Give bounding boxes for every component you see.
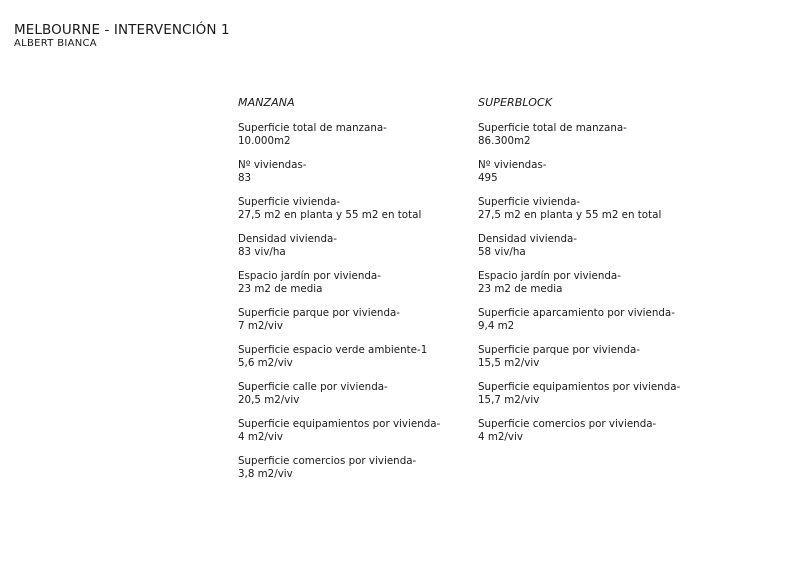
entry-value: 86.300m2 [478,135,531,147]
entry-label: Espacio jardín por vivienda- [478,270,621,282]
data-entry [238,344,468,370]
data-entry [478,233,708,259]
data-entry [478,418,708,444]
entry-value: 20,5 m2/viv [238,394,300,406]
entry-value: 58 viv/ha [478,246,526,258]
data-entry [478,122,708,148]
entry-label: Densidad vivienda- [478,233,578,245]
entry-value: 9,4 m2 [478,320,515,332]
entry-value: 4 m2/viv [478,431,523,443]
data-entry [478,270,708,296]
data-entry [238,270,468,296]
data-entry [238,455,468,481]
entry-label: Espacio jardín por vivienda- [238,270,381,282]
manzana-heading: MANZANA [238,96,295,109]
entry-label: Superficie total de manzana- [238,122,387,134]
entry-label: Superficie comercios por vivienda- [238,455,417,467]
entry-value: 7 m2/viv [238,320,283,332]
entry-label: Nº viviendas- [478,159,547,171]
document-title: MELBOURNE - INTERVENCIÓN 1 [14,22,230,38]
data-entry [478,159,708,185]
entry-label: Superficie equipamientos por vivienda- [238,418,441,430]
superblock-heading: SUPERBLOCK [478,96,553,109]
document-author: ALBERT BIANCA [14,38,97,49]
entry-label: Superficie aparcamiento por vivienda- [478,307,675,319]
data-entry [478,381,708,407]
superblock-column [478,96,708,455]
entry-label: Superficie parque por vivienda- [478,344,641,356]
entry-label: Superficie parque por vivienda- [238,307,401,319]
entry-value: 10.000m2 [238,135,291,147]
entry-value: 5,6 m2/viv [238,357,293,369]
data-entry [238,122,468,148]
document-header [14,22,230,50]
data-entry [238,159,468,185]
entry-label: Superficie total de manzana- [478,122,627,134]
entry-value: 15,5 m2/viv [478,357,540,369]
entry-value: 83 [238,172,252,184]
entry-value: 83 viv/ha [238,246,286,258]
entry-value: 15,7 m2/viv [478,394,540,406]
entry-value: 27,5 m2 en planta y 55 m2 en total [478,209,662,221]
manzana-column [238,96,468,492]
entry-value: 23 m2 de media [238,283,323,295]
entry-value: 27,5 m2 en planta y 55 m2 en total [238,209,422,221]
entry-label: Nº viviendas- [238,159,307,171]
entry-value: 495 [478,172,498,184]
entry-label: Superficie espacio verde ambiente-1 [238,344,428,356]
superblock-entries [478,122,708,444]
entry-label: Densidad vivienda- [238,233,338,245]
entry-label: Superficie equipamientos por vivienda- [478,381,681,393]
data-entry [478,196,708,222]
data-entry [238,233,468,259]
manzana-entries [238,122,468,481]
data-entry [478,344,708,370]
entry-value: 4 m2/viv [238,431,283,443]
entry-label: Superficie calle por vivienda- [238,381,388,393]
entry-label: Superficie vivienda- [238,196,341,208]
data-entry [238,307,468,333]
data-entry [478,307,708,333]
data-entry [238,196,468,222]
entry-label: Superficie comercios por vivienda- [478,418,657,430]
entry-value: 23 m2 de media [478,283,563,295]
data-entry [238,418,468,444]
entry-label: Superficie vivienda- [478,196,581,208]
entry-value: 3,8 m2/viv [238,468,293,480]
data-entry [238,381,468,407]
